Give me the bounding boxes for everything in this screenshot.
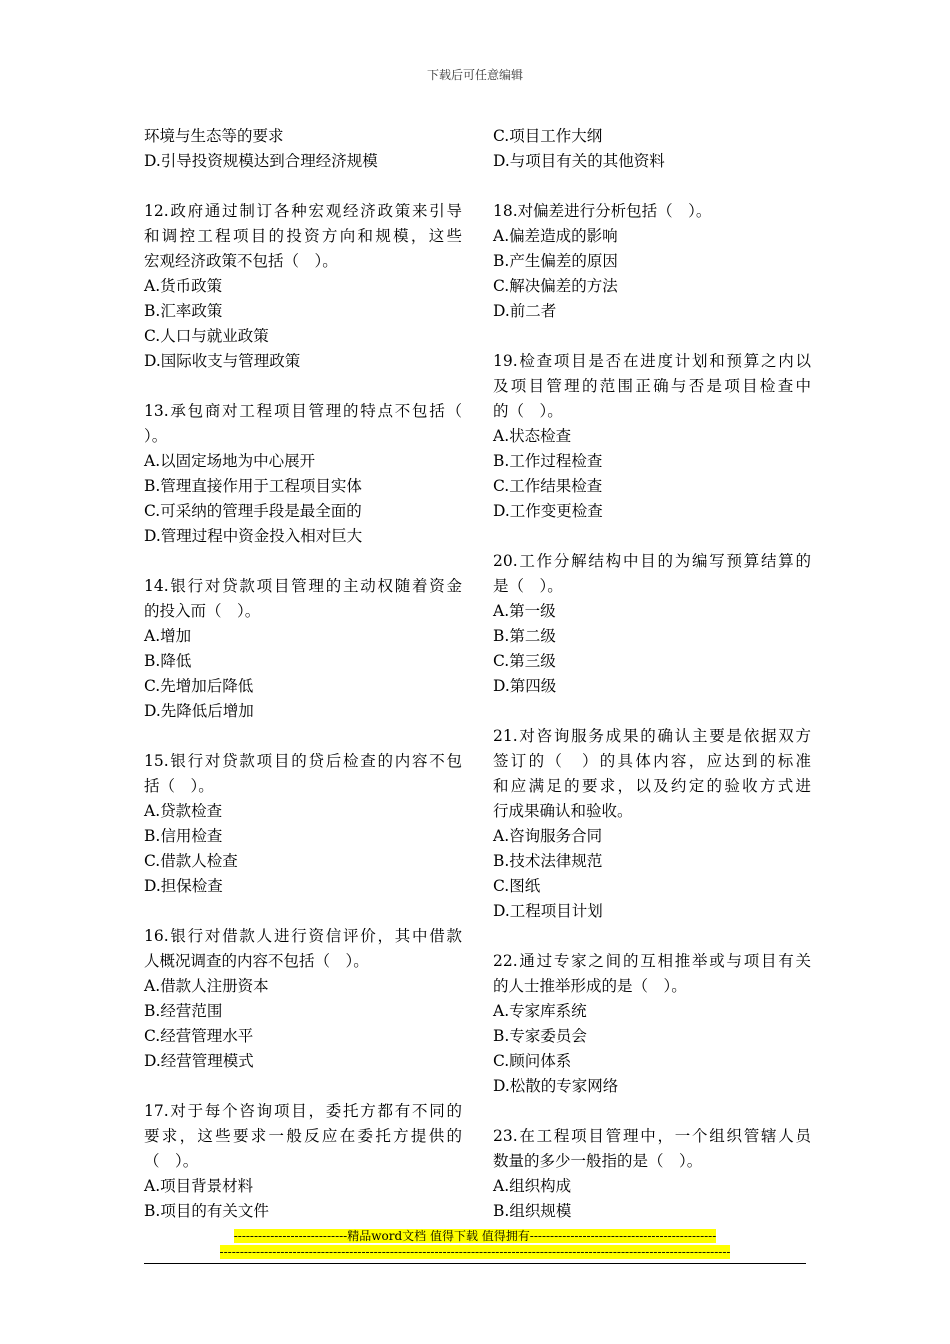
footer-banner [0,1229,950,1244]
answer-option: B.第二级 [493,627,556,645]
answer-option: C.项目工作大纲 [493,127,603,145]
answer-option: A.组织构成 [493,1177,572,1195]
answer-option: D.前二者 [493,302,557,320]
question-text: 19.检查项目是否在进度计划和预算之内以 [493,352,811,370]
question-text: 17.对于每个咨询项目，委托方都有不同的 [144,1102,462,1120]
footer-dash-text: ------------------------------------------------------------------------------------------------------------------------------ [219,1245,731,1259]
answer-option: C.解决偏差的方法 [493,277,618,295]
answer-option: C.先增加后降低 [144,677,254,695]
answer-option: B.专家委员会 [493,1027,587,1045]
answer-option: D.第四级 [493,677,557,695]
answer-option: A.以固定场地为中心展开 [144,452,316,470]
answer-option: D.工程项目计划 [493,902,603,920]
answer-option: D.引导投资规模达到合理经济规模 [144,152,378,170]
blank-line [144,374,462,399]
answer-option: C.可采纳的管理手段是最全面的 [144,502,362,520]
question-text: 和应满足的要求，以及约定的验收方式进 [493,777,811,795]
question-text: 和调控工程项目的投资方向和规模，这些 [144,227,462,245]
answer-option: A.项目背景材料 [144,1177,254,1195]
blank-line [493,324,811,349]
question-text: 签订的（ ）的具体内容，应达到的标准 [493,752,811,770]
answer-option: A.增加 [144,627,192,645]
answer-option: D.国际收支与管理政策 [144,352,301,370]
answer-option: A.状态检查 [493,427,572,445]
blank-line [493,1099,811,1124]
answer-option: A.偏差造成的影响 [493,227,618,245]
answer-option: C.经营管理水平 [144,1027,254,1045]
question-text: 环境与生态等的要求 [144,127,284,145]
question-text: 15.银行对贷款项目的贷后检查的内容不包 [144,752,462,770]
question-text: 数量的多少一般指的是（ ）。 [493,1152,703,1170]
answer-option: B.汇率政策 [144,302,223,320]
answer-option: A.货币政策 [144,277,223,295]
answer-option: A.借款人注册资本 [144,977,269,995]
answer-option: B.信用检查 [144,827,223,845]
question-text: 及项目管理的范围正确与否是项目检查中 [493,377,811,395]
answer-option: A.专家库系统 [493,1002,587,1020]
footer-dash-line [0,1245,950,1260]
question-text: 18.对偏差进行分析包括（ ）。 [493,202,712,220]
question-text: 人概况调查的内容不包括（ ）。 [144,952,369,970]
answer-option: C.图纸 [493,877,541,895]
left-column [144,124,462,1224]
page-header: 下载后可任意编辑 [426,68,523,82]
question-text: 的投入而（ ）。 [144,602,261,620]
question-text: 宏观经济政策不包括（ ）。 [144,252,338,270]
footer-rule [144,1263,806,1264]
blank-line [493,524,811,549]
question-text: 23.在工程项目管理中，一个组织管辖人员 [493,1127,811,1145]
question-text: 括（ ）。 [144,777,214,795]
question-text: 12.政府通过制订各种宏观经济政策来引导 [144,202,462,220]
answer-option: D.工作变更检查 [493,502,603,520]
answer-option: D.与项目有关的其他资料 [493,152,665,170]
blank-line [493,174,811,199]
blank-line [493,924,811,949]
blank-line [493,699,811,724]
answer-option: D.管理过程中资金投入相对巨大 [144,527,363,545]
question-text: 的（ ）。 [493,402,563,420]
right-column [493,124,811,1224]
blank-line [144,1074,462,1099]
answer-option: B.降低 [144,652,192,670]
answer-option: B.管理直接作用于工程项目实体 [144,477,362,495]
blank-line [144,724,462,749]
question-text: 16.银行对借款人进行资信评价，其中借款 [144,927,462,945]
answer-option: B.组织规模 [493,1202,572,1220]
answer-option: D.松散的专家网络 [493,1077,619,1095]
answer-option: C.借款人检查 [144,852,238,870]
question-text: 要求，这些要求一般反应在委托方提供的 [144,1127,462,1145]
answer-option: A.贷款检查 [144,802,223,820]
question-text: ）。 [144,427,168,445]
question-text: 13.承包商对工程项目管理的特点不包括（ [144,402,462,420]
answer-option: B.技术法律规范 [493,852,603,870]
answer-option: B.项目的有关文件 [144,1202,269,1220]
question-text: 是（ ）。 [493,577,563,595]
answer-option: D.担保检查 [144,877,223,895]
blank-line [144,549,462,574]
answer-option: C.人口与就业政策 [144,327,269,345]
question-text: 14.银行对贷款项目管理的主动权随着资金 [144,577,462,595]
question-text: 21.对咨询服务成果的确认主要是依据双方 [493,727,811,745]
answer-option: A.第一级 [493,602,556,620]
question-text: 的人士推举形成的是（ ）。 [493,977,687,995]
answer-option: A.咨询服务合同 [493,827,603,845]
answer-option: B.工作过程检查 [493,452,603,470]
answer-option: C.工作结果检查 [493,477,603,495]
footer-banner-text: ----------------------------精品word文档 值得下载 值得拥有---------------------------------------------- [233,1229,717,1243]
question-text: （ ）。 [144,1152,199,1170]
answer-option: B.产生偏差的原因 [493,252,618,270]
question-text: 22.通过专家之间的互相推举或与项目有关 [493,952,811,970]
answer-option: C.第三级 [493,652,556,670]
question-text: 行成果确认和验收。 [493,802,633,820]
blank-line [144,899,462,924]
answer-option: D.经营管理模式 [144,1052,254,1070]
answer-option: C.顾问体系 [493,1052,572,1070]
answer-option: B.经营范围 [144,1002,223,1020]
answer-option: D.先降低后增加 [144,702,254,720]
question-text: 20.工作分解结构中目的为编写预算结算的 [493,552,811,570]
blank-line [144,174,462,199]
